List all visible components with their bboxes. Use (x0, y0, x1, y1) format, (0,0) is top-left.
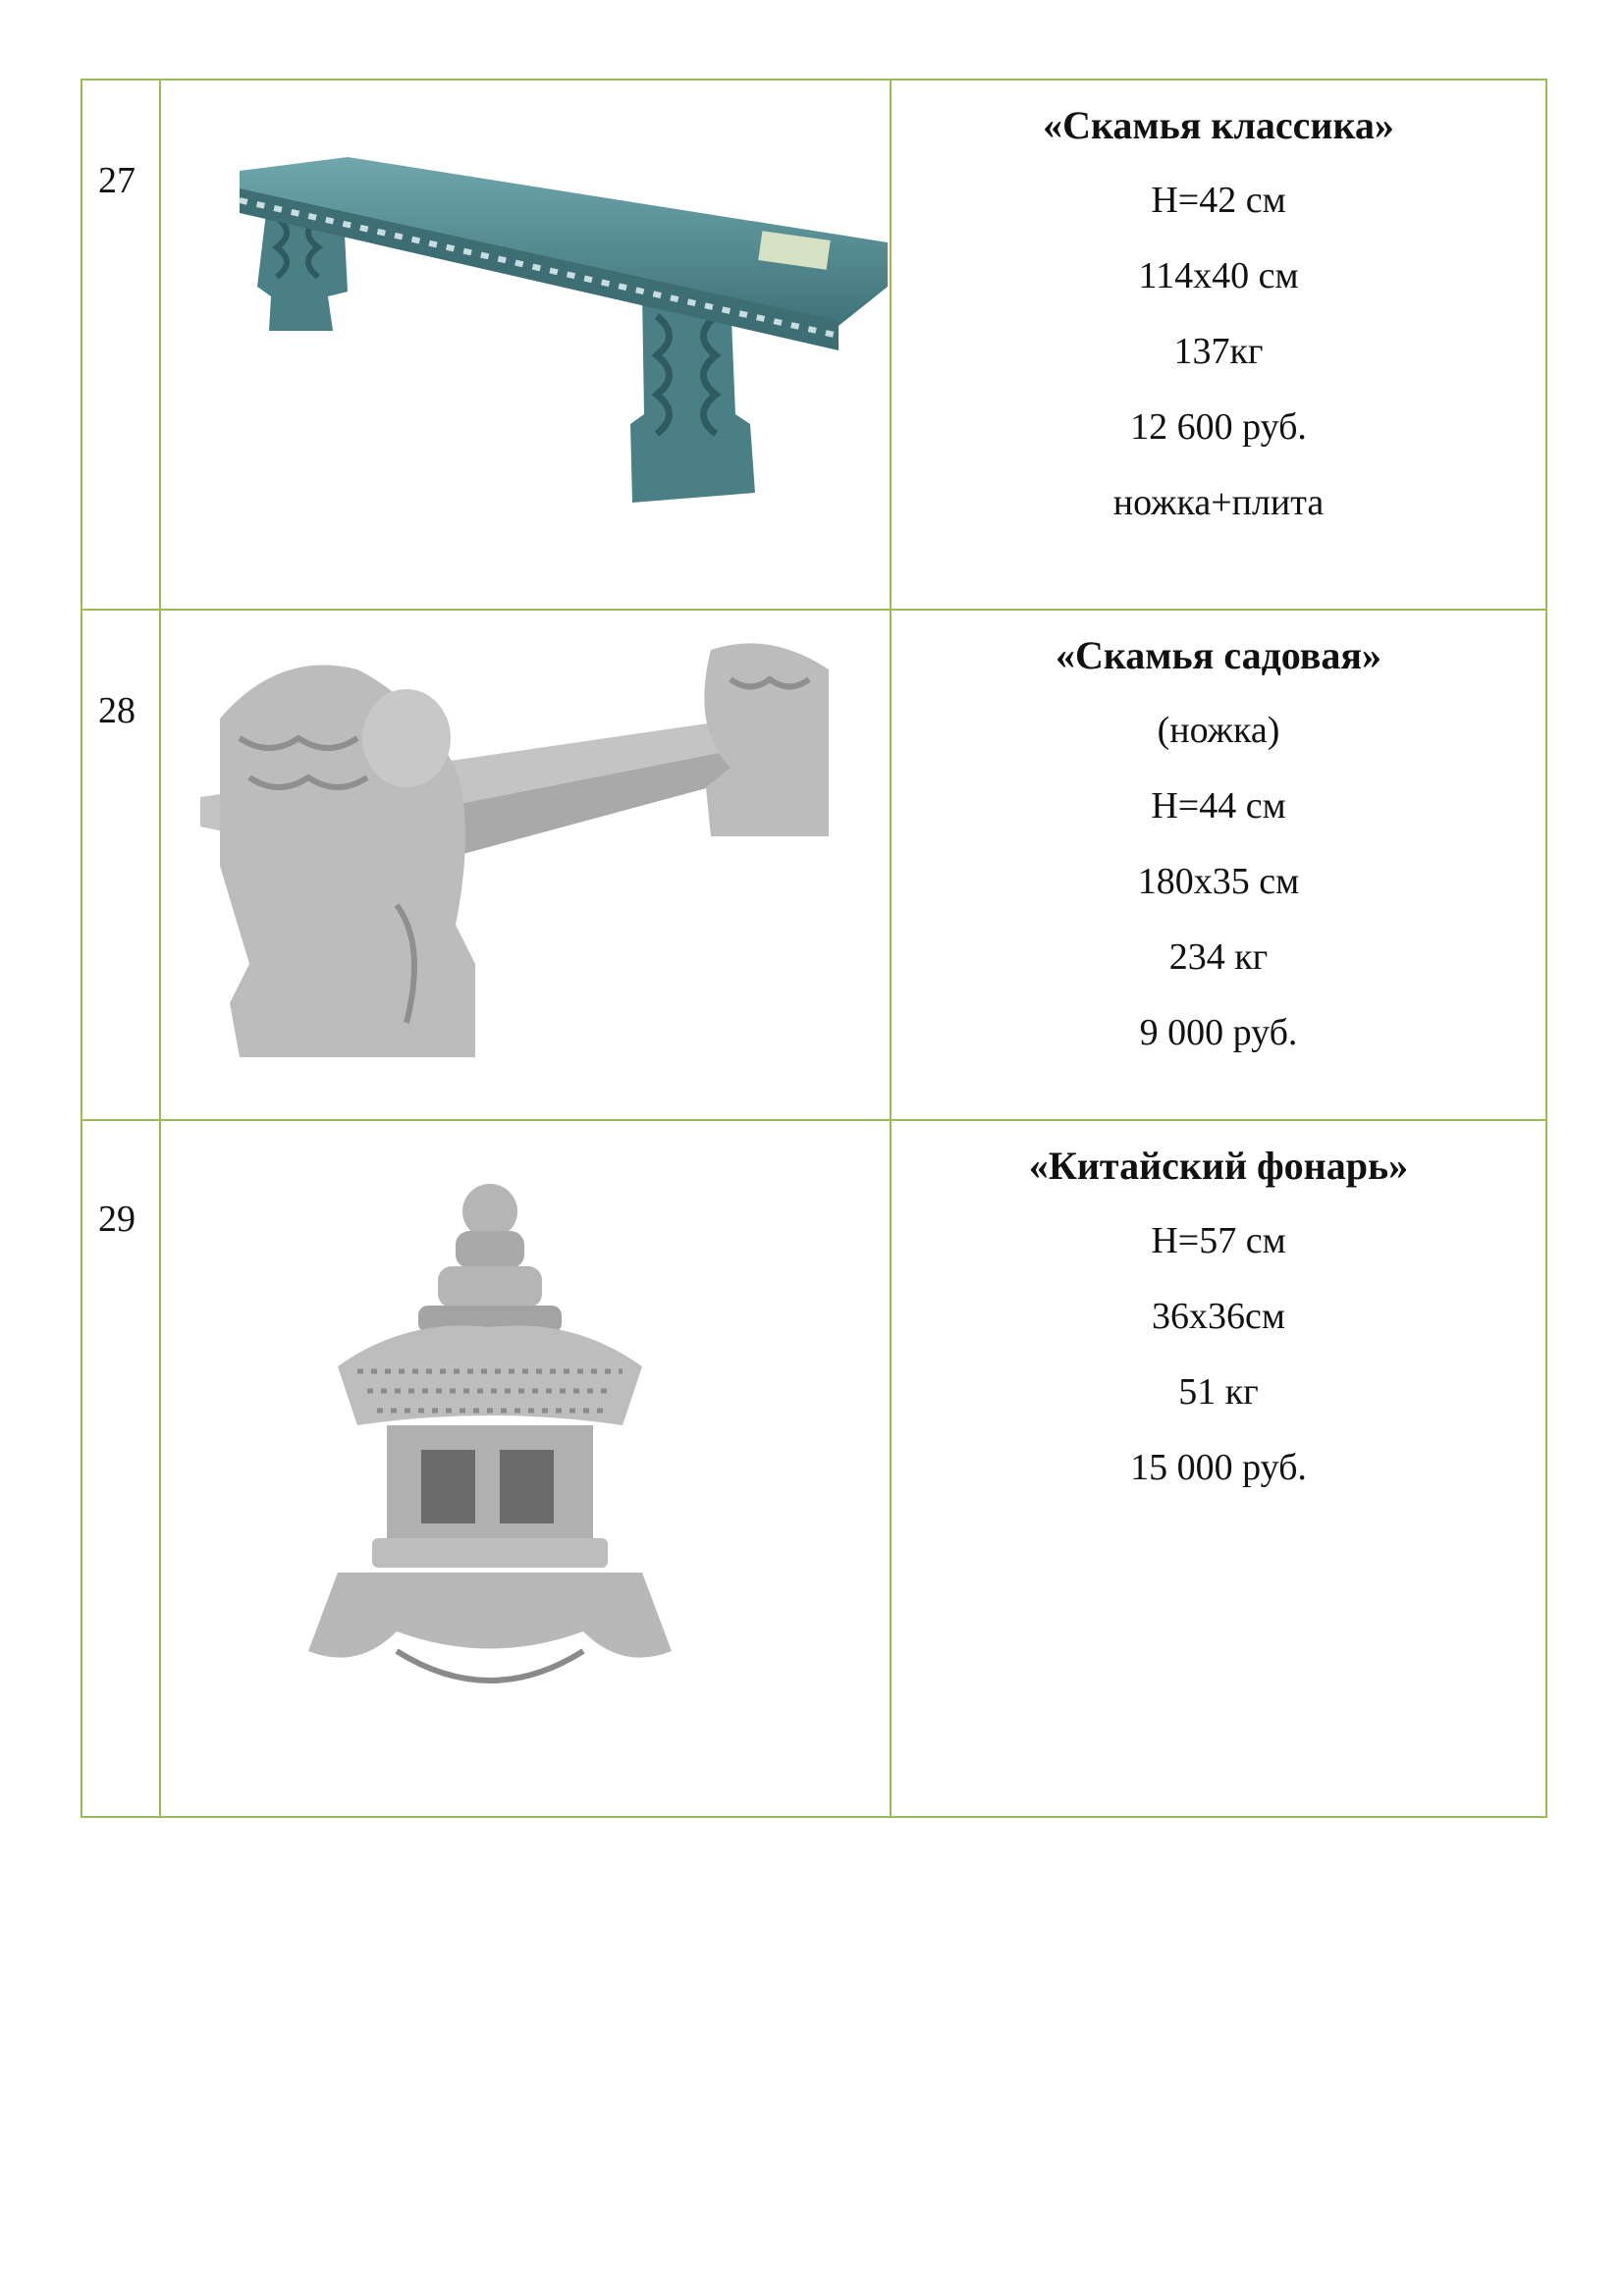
item-info-cell (891, 1120, 1546, 1817)
item-size: 36х36см (1152, 1296, 1285, 1337)
item-height: H=57 см (1151, 1220, 1286, 1261)
item-size: 114х40 см (1138, 255, 1299, 296)
table-row (81, 80, 1546, 610)
item-info-cell (891, 610, 1546, 1120)
item-weight: 51 кг (1178, 1371, 1259, 1413)
item-image-cell (160, 610, 891, 1120)
item-price: 12 600 руб. (1130, 406, 1307, 448)
garden-bench-image (161, 611, 890, 1119)
item-subtitle: (ножка) (1157, 710, 1280, 751)
item-number-cell (81, 610, 160, 1120)
item-number: 29 (98, 1199, 135, 1240)
item-number-cell (81, 80, 160, 610)
item-size: 180х35 см (1137, 861, 1300, 902)
chinese-lantern-image (161, 1121, 890, 1816)
item-height: H=42 см (1151, 180, 1286, 221)
item-number: 27 (98, 160, 135, 201)
item-title: «Скамья классика» (1043, 103, 1394, 147)
item-image-cell (160, 1120, 891, 1817)
item-price: 15 000 руб. (1130, 1447, 1307, 1488)
item-price: 9 000 руб. (1139, 1012, 1298, 1053)
product-table (81, 79, 1547, 1818)
item-number-cell (81, 1120, 160, 1817)
item-image-cell (160, 80, 891, 610)
item-note: ножка+плита (1112, 482, 1325, 523)
item-info-cell (891, 80, 1546, 610)
item-weight: 234 кг (1168, 936, 1269, 978)
item-title: «Китайский фонарь» (1028, 1144, 1409, 1188)
table-row (81, 610, 1546, 1120)
item-number: 28 (98, 690, 135, 731)
item-weight: 137кг (1173, 331, 1264, 372)
classic-bench-image (161, 80, 890, 609)
table-row (81, 1120, 1546, 1817)
item-height: H=44 см (1151, 785, 1286, 827)
item-title: «Скамья садовая» (1055, 633, 1382, 677)
